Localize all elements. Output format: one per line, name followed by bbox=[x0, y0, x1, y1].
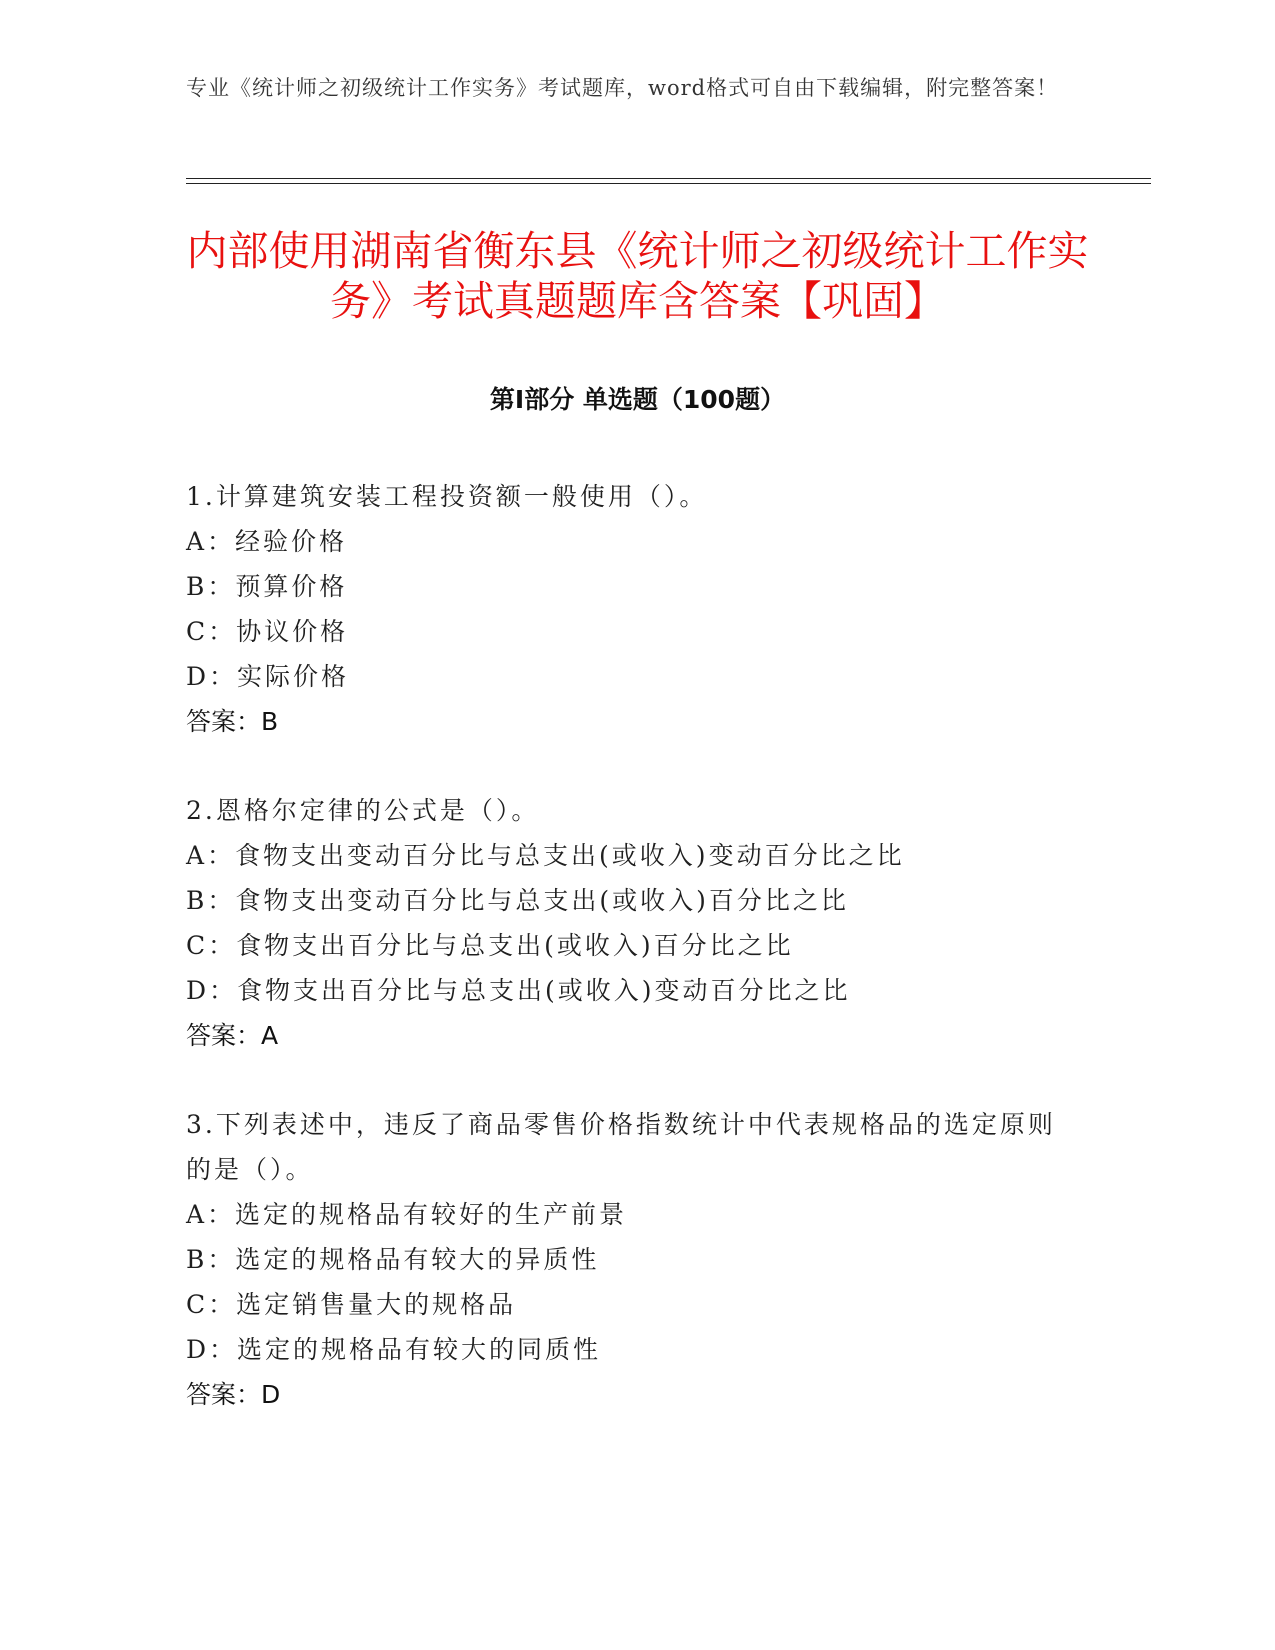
section-title: 第Ⅰ部分 单选题（100题） bbox=[489, 385, 786, 414]
option-b: B：预算价格 bbox=[186, 572, 348, 601]
question-2 bbox=[186, 788, 1066, 1058]
option-a: A：食物支出变动百分比与总支出(或收入)变动百分比之比 bbox=[186, 841, 905, 870]
option-b: B：食物支出变动百分比与总支出(或收入)百分比之比 bbox=[186, 886, 849, 915]
option-c: C：协议价格 bbox=[186, 617, 349, 646]
question-stem: 3.下列表述中，违反了商品零售价格指数统计中代表规格品的选定原则的是（）。 bbox=[186, 1110, 1056, 1184]
question-list bbox=[186, 474, 1066, 1461]
question-stem: 1.计算建筑安装工程投资额一般使用（）。 bbox=[186, 482, 708, 511]
question-stem: 2.恩格尔定律的公式是（）。 bbox=[186, 796, 540, 825]
header-divider-bottom bbox=[186, 183, 1151, 184]
answer: 答案：B bbox=[186, 707, 279, 736]
option-c: C：食物支出百分比与总支出(或收入)百分比之比 bbox=[186, 931, 794, 960]
option-d: D：实际价格 bbox=[186, 662, 350, 691]
option-a: A：选定的规格品有较好的生产前景 bbox=[186, 1200, 628, 1229]
header-divider-top bbox=[186, 178, 1151, 179]
answer: 答案：D bbox=[186, 1380, 281, 1409]
option-d: D：选定的规格品有较大的同质性 bbox=[186, 1335, 602, 1364]
question-1 bbox=[186, 474, 1066, 744]
document-title: 内部使用湖南省衡东县《统计师之初级统计工作实务》考试真题题库含答案【巩固】 bbox=[186, 227, 1089, 325]
option-b: B：选定的规格品有较大的异质性 bbox=[186, 1245, 600, 1274]
answer: 答案：A bbox=[186, 1021, 279, 1050]
question-3 bbox=[186, 1102, 1066, 1417]
header-note: 专业《统计师之初级统计工作实务》考试题库，word格式可自由下载编辑，附完整答案！ bbox=[186, 76, 1059, 100]
option-c: C：选定销售量大的规格品 bbox=[186, 1290, 517, 1319]
option-a: A：经验价格 bbox=[186, 527, 348, 556]
option-d: D：食物支出百分比与总支出(或收入)变动百分比之比 bbox=[186, 976, 851, 1005]
